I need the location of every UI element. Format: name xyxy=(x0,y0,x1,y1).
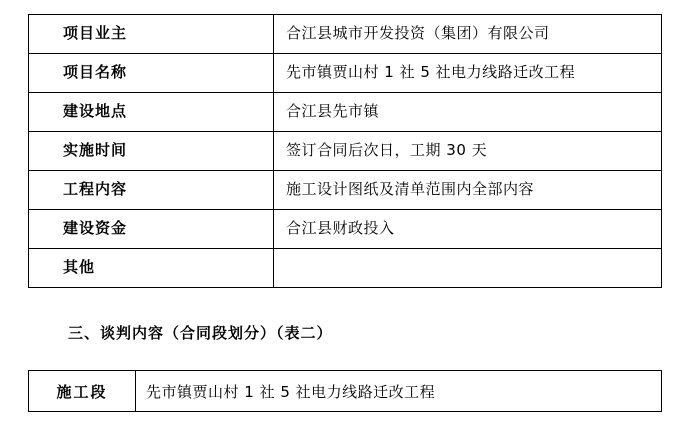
row-value: 合江县城市开发投资（集团）有限公司 xyxy=(274,15,662,54)
table-row xyxy=(29,249,662,288)
row-label: 实施时间 xyxy=(29,132,274,171)
row-value: 施工设计图纸及清单范围内全部内容 xyxy=(274,171,662,210)
row-label: 工程内容 xyxy=(29,171,274,210)
row-value xyxy=(274,249,662,288)
project-info-table xyxy=(28,14,662,288)
table-row xyxy=(29,210,662,249)
section-heading: 三、谈判内容（合同段划分）（表二） xyxy=(68,324,333,342)
row-value: 先市镇贾山村 1 社 5 社电力线路迁改工程 xyxy=(274,54,662,93)
table-row xyxy=(29,371,662,412)
table-row xyxy=(29,54,662,93)
table-row xyxy=(29,171,662,210)
row-value: 合江县财政投入 xyxy=(274,210,662,249)
row-label: 施工段 xyxy=(29,371,136,412)
table-row xyxy=(29,15,662,54)
project-info-table-body xyxy=(29,15,662,288)
row-value: 先市镇贾山村 1 社 5 社电力线路迁改工程 xyxy=(136,371,662,412)
table-row xyxy=(29,132,662,171)
segment-table-body xyxy=(29,371,662,412)
row-value: 合江县先市镇 xyxy=(274,93,662,132)
row-label: 项目名称 xyxy=(29,54,274,93)
row-label: 项目业主 xyxy=(29,15,274,54)
segment-table xyxy=(28,370,662,412)
row-label: 建设资金 xyxy=(29,210,274,249)
table-row xyxy=(29,93,662,132)
row-label: 其他 xyxy=(29,249,274,288)
row-value: 签订合同后次日，工期 30 天 xyxy=(274,132,662,171)
row-label: 建设地点 xyxy=(29,93,274,132)
